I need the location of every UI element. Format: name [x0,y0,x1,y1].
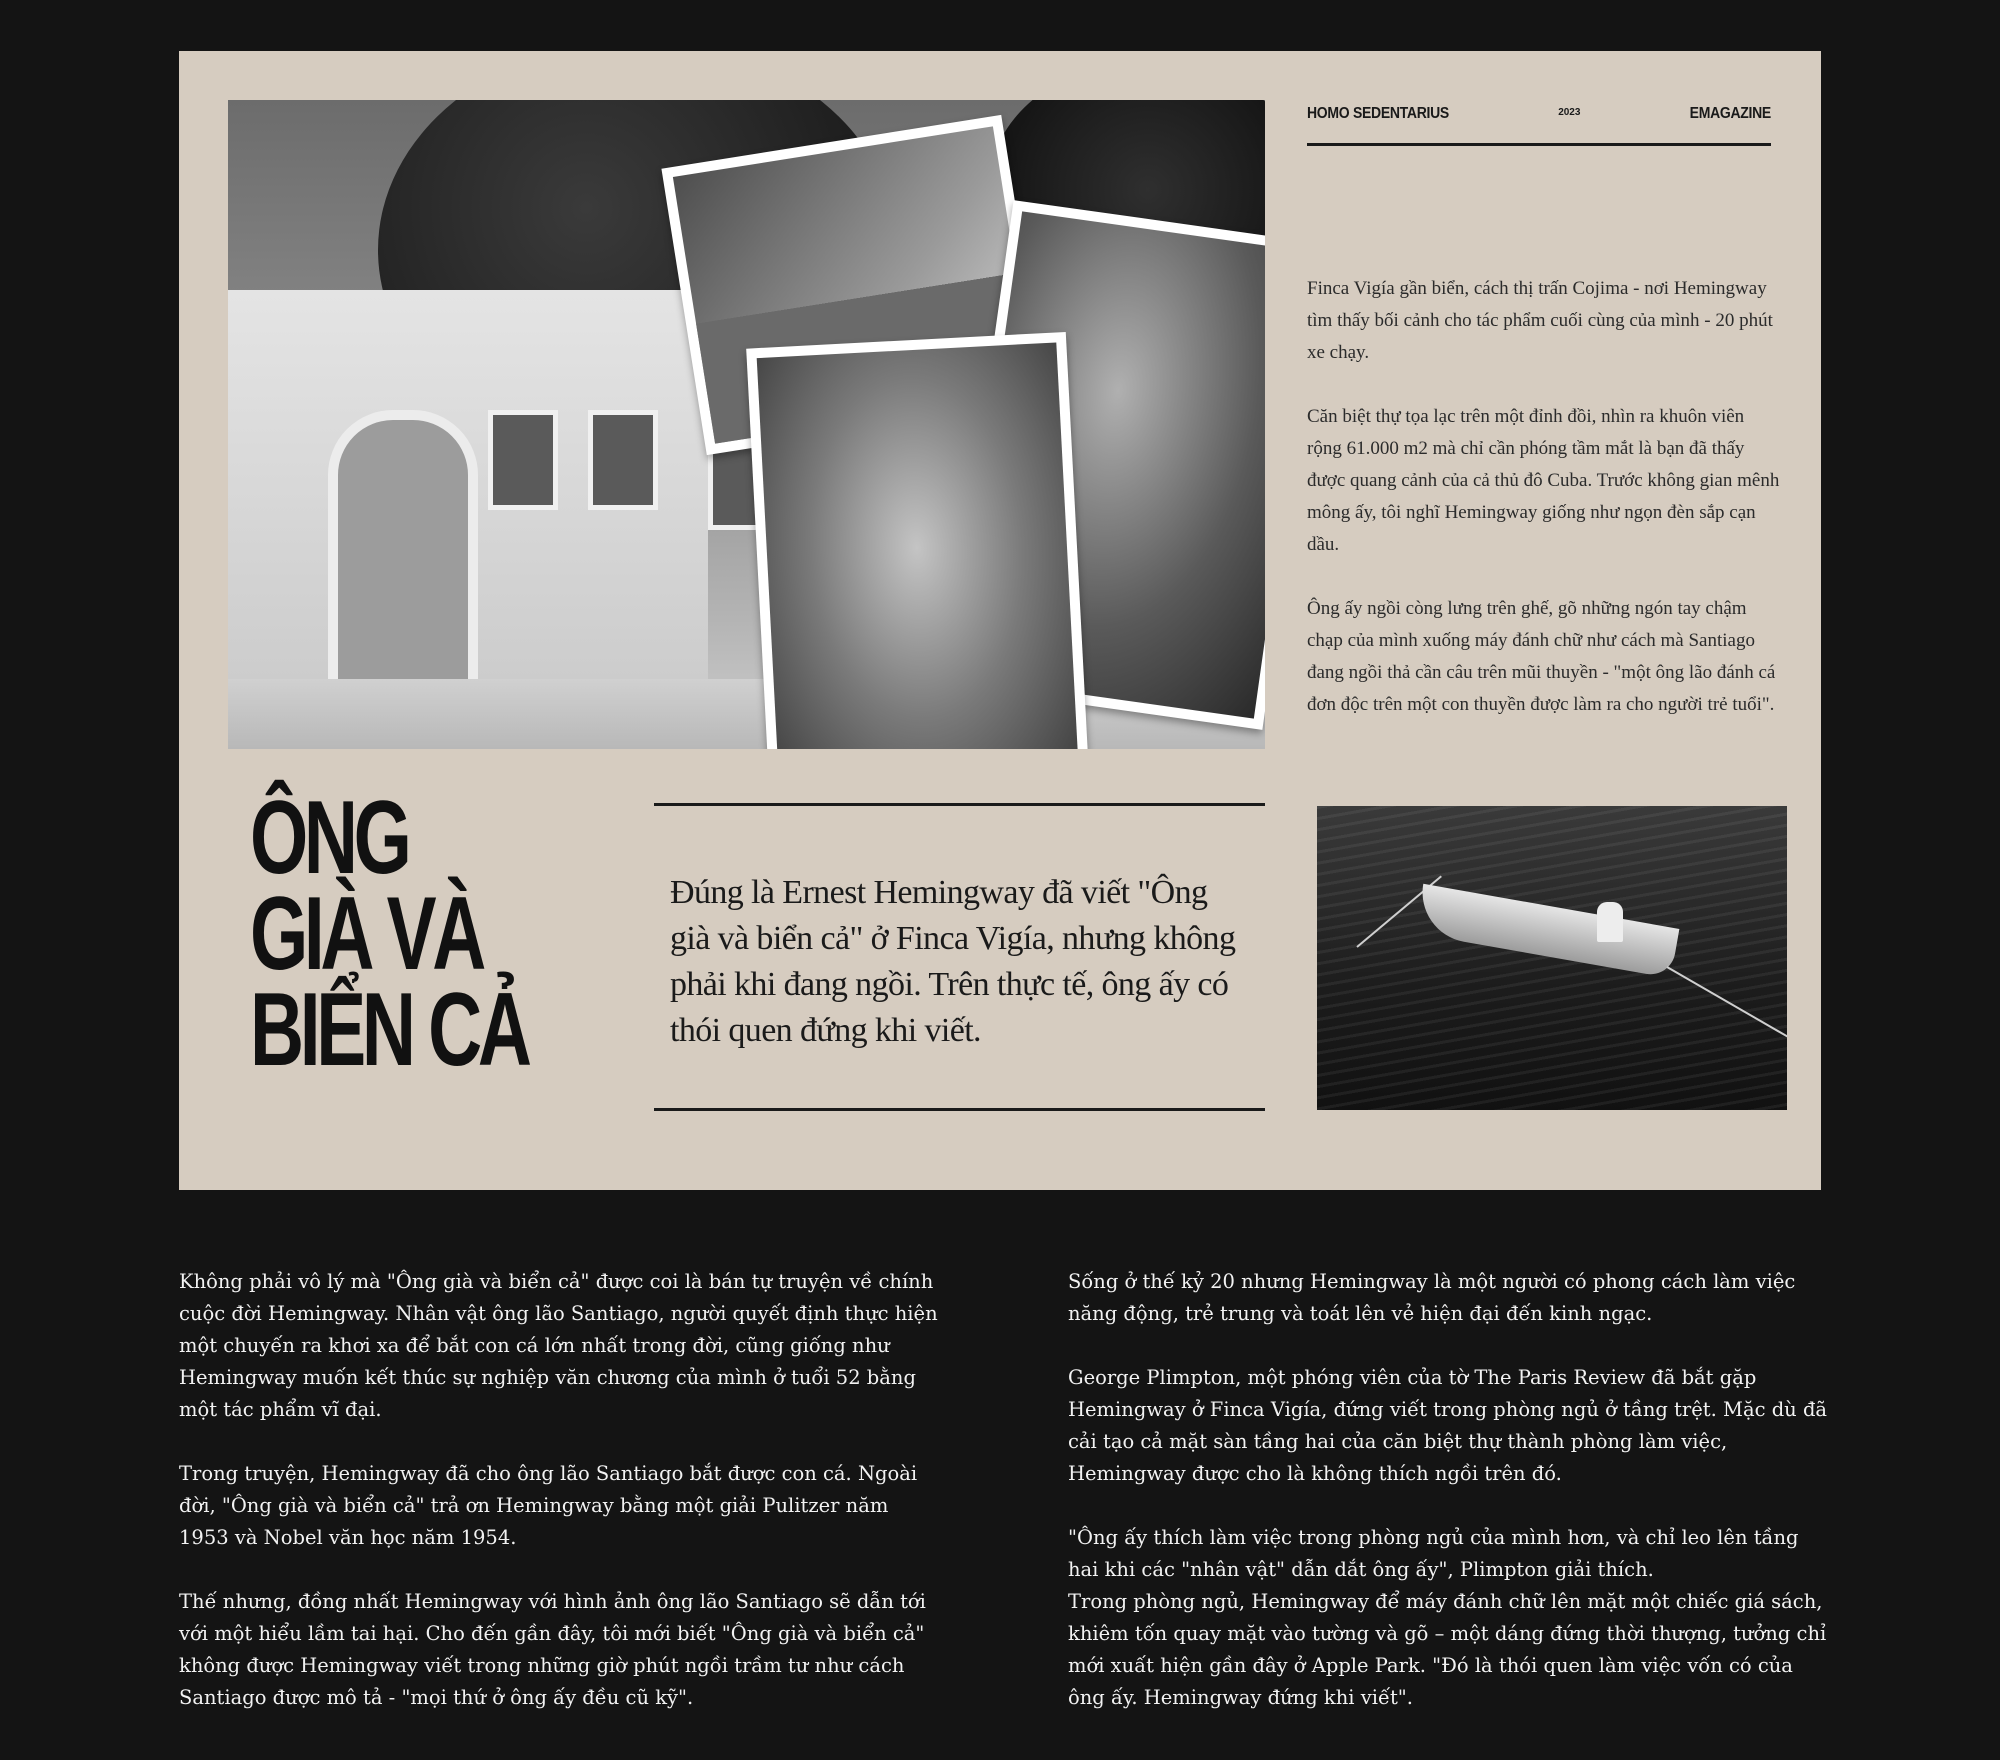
body-paragraph: Thế nhưng, đồng nhất Hemingway với hình ảnh ông lão Santiago sẽ dẫn tới với một hiểu lầm tai hại. Cho đến gần đây, tôi mới biết "Ông già và biển cả" không được Hemingway viết trong những giờ phút ngồi trầm tư như cách Santiago được mô tả - "mọi thứ ở ông ấy đều cũ kỹ". [179,1590,926,1709]
article-title [250,780,528,1088]
masthead-series: HOMO SEDENTARIUS [1307,103,1449,122]
body-paragraph: Trong phòng ngủ, Hemingway để máy đánh chữ lên mặt một chiếc giá sách, khiêm tốn quay mặt vào tường và gõ – một dáng đứng thời thượng, tưởng chỉ mới xuất hiện gần đây ở Apple Park. "Đó là thói quen làm việc vốn có của ông ấy. Hemingway đứng khi viết". [1068,1590,1827,1709]
intro-text [1307,273,1781,753]
body-paragraph: "Ông ấy thích làm việc trong phòng ngủ của mình hơn, và chỉ leo lên tầng hai khi các "nhân vật" dẫn dắt ông ấy", Plimpton giải thích. [1068,1526,1799,1581]
fishing-line [1667,966,1788,1043]
intro-paragraph: Finca Vigía gần biển, cách thị trấn Cojima - nơi Hemingway tìm thấy bối cảnh cho tác phẩm cuối cùng của mình - 20 phút xe chạy. [1307,278,1773,363]
pull-quote: Đúng là Ernest Hemingway đã viết "Ông già và biển cả" ở Finca Vigía, nhưng không phải khi đang ngồi. Trên thực tế, ông ấy có thói quen đứng khi viết. [670,874,1236,1049]
masthead-section: EMAGAZINE [1689,103,1771,122]
hemingway-seated-photo [746,332,1090,749]
body-column-left [179,1266,939,1746]
body-paragraph: Sống ở thế kỷ 20 nhưng Hemingway là một người có phong cách làm việc năng động, trẻ trung và toát lên vẻ hiện đại đến kinh ngạc. [1068,1270,1796,1325]
body-column-right [1068,1266,1828,1746]
boat [1415,884,1680,978]
fisherman [1597,902,1623,942]
body-paragraph: Không phải vô lý mà "Ông già và biển cả" được coi là bán tự truyện về chính cuộc đời Hemingway. Nhân vật ông lão Santiago, người quyết định thực hiện một chuyến ra khơi xa để bắt con cá lớn nhất trong đời, cũng giống như Hemingway muốn kết thúc sự nghiệp văn chương của mình ở tuổi 52 bằng một tác phẩm vĩ đại. [179,1270,938,1421]
masthead-year: 2023 [1558,107,1581,118]
title-line: BIỂN CẢ [250,972,528,1088]
intro-paragraph: Căn biệt thự tọa lạc trên một đỉnh đồi, nhìn ra khuôn viên rộng 61.000 m2 mà chỉ cần phóng tầm mắt là bạn đã thấy được quang cảnh của cả thủ đô Cuba. Trước không gian mênh mông ấy, tôi nghĩ Hemingway giống như ngọn đèn sắp cạn dầu. [1307,406,1780,555]
intro-paragraph: Ông ấy ngồi còng lưng trên ghế, gõ những ngón tay chậm chạp của mình xuống máy đánh chữ như cách mà Santiago đang ngồi thả cần câu trên mũi thuyền - "một ông lão đánh cá đơn độc trên một con thuyền được làm ra cho người trẻ tuổi". [1307,598,1776,715]
body-paragraph: Trong truyện, Hemingway đã cho ông lão Santiago bắt được con cá. Ngoài đời, "Ông già và biển cả" trả ơn Hemingway bằng một giải Pulitzer năm 1953 và Nobel văn học năm 1954. [179,1462,918,1549]
title-line: ÔNG [250,780,408,896]
body-paragraph: George Plimpton, một phóng viên của tờ The Paris Review đã bắt gặp Hemingway ở Finca Vigía, đứng viết trong phòng ngủ ở tầng trệt. Mặc dù đã cải tạo cả mặt sàn tầng hai của căn biệt thự thành phòng làm việc, Hemingway được cho là không thích ngồi trên đó. [1068,1366,1828,1485]
masthead [1307,103,1771,146]
villa-window [588,410,658,510]
quote-rule-bottom [654,1108,1265,1111]
photo-collage [228,100,1265,749]
villa-window [488,410,558,510]
boat-photo [1317,806,1787,1110]
title-line: GIÀ VÀ [250,876,483,992]
quote-rule-top [654,803,1265,806]
